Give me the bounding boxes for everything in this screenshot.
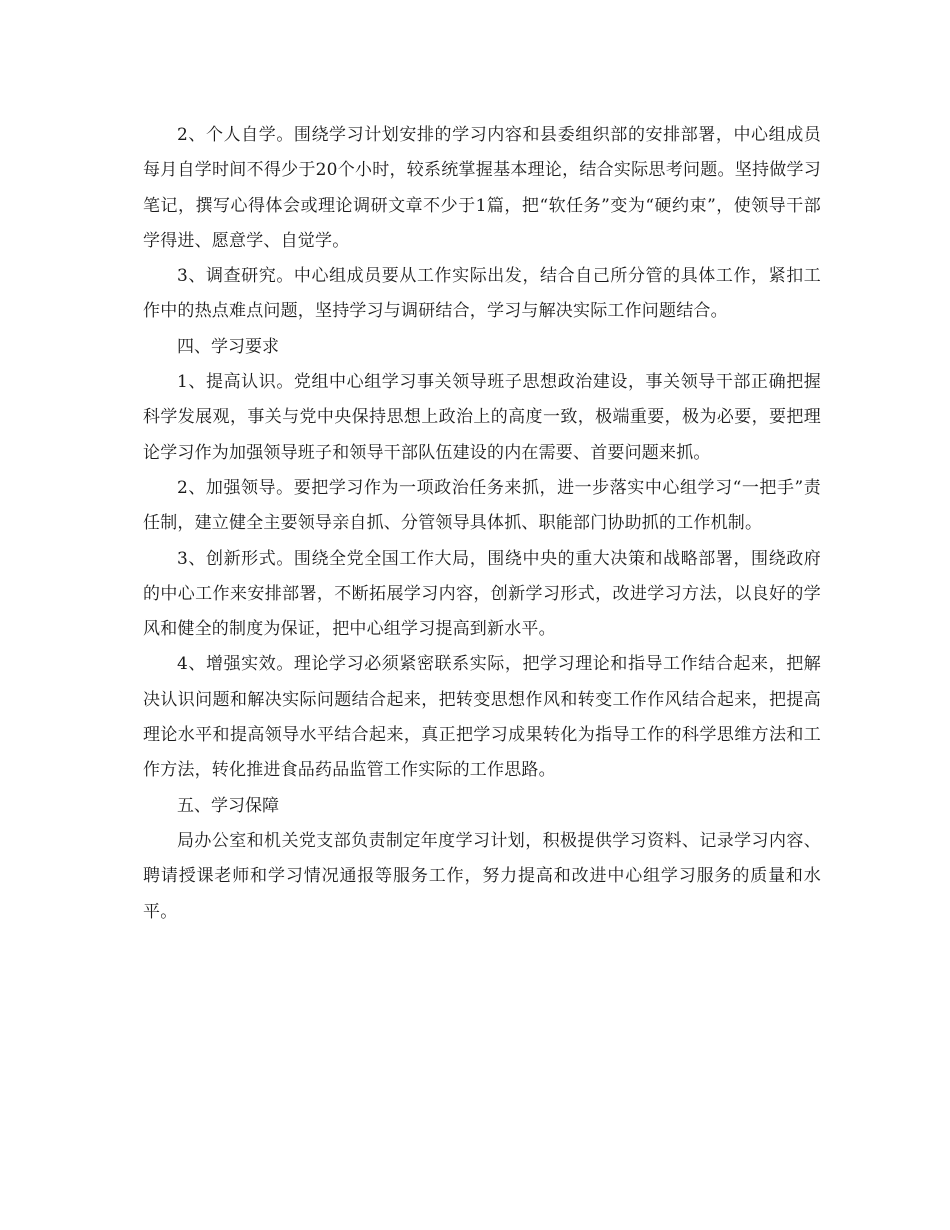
section-heading-support: 五、学习保障 bbox=[177, 795, 279, 816]
paragraph-support: 局办公室和机关党支部负责制定年度学习计划，积极提供学习资料、记录学习内容、聘请授课老师和学习情况通报等服务工作，努力提高和改进中心组学习服务的质量和水平。 bbox=[143, 830, 821, 922]
paragraph-effectiveness: 4、增强实效。理论学习必须紧密联系实际，把学习理论和指导工作结合起来，把解决认识问题和解决实际问题结合起来，把转变思想作风和转变工作作风结合起来，把提高理论水平和提高领导水平结合起来，真正把学习成果转化为指导工作的科学思维方法和工作方法，转化推进食品药品监管工作实际的工作思路。 bbox=[143, 654, 821, 781]
section-heading-requirements: 四、学习要求 bbox=[177, 336, 279, 357]
paragraph-innovation: 3、创新形式。围绕全党全国工作大局，围绕中央的重大决策和战略部署，围绕政府的中心工作来安排部署，不断拓展学习内容，创新学习形式，改进学习方法，以良好的学风和健全的制度为保证，把中心组学习提高到新水平。 bbox=[143, 548, 821, 640]
paragraph-investigation: 3、调查研究。中心组成员要从工作实际出发，结合自己所分管的具体工作，紧扣工作中的热点难点问题，坚持学习与调研结合，学习与解决实际工作问题结合。 bbox=[143, 266, 821, 322]
paragraph-awareness: 1、提高认识。党组中心组学习事关领导班子思想政治建设，事关领导干部正确把握科学发展观，事关与党中央保持思想上政治上的高度一致，极端重要，极为必要，要把理论学习作为加强领导班子和领导干部队伍建设的内在需要、首要问题来抓。 bbox=[143, 372, 821, 463]
document-body bbox=[143, 118, 821, 930]
paragraph-leadership: 2、加强领导。要把学习作为一项政治任务来抓，进一步落实中心组学习“一把手”责任制，建立健全主要领导亲自抓、分管领导具体抓、职能部门协助抓的工作机制。 bbox=[143, 477, 821, 534]
paragraph-self-study: 2、个人自学。围绕学习计划安排的学习内容和县委组织部的安排部署，中心组成员每月自学时间不得少于20个小时，较系统掌握基本理论，结合实际思考问题。坚持做学习笔记，撰写心得体会或理论调研文章不少于1篇，把“软任务”变为“硬约束”，使领导干部学得进、愿意学、自觉学。 bbox=[143, 125, 821, 251]
